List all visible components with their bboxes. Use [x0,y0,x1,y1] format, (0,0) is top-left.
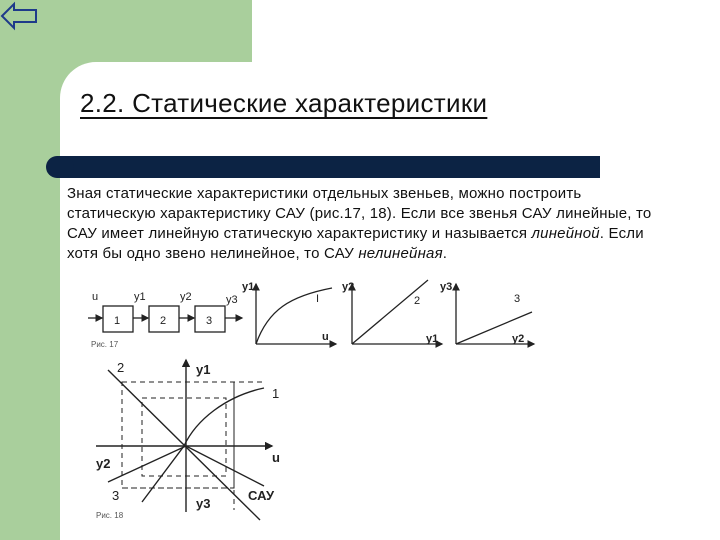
curve-1-sys [142,388,264,502]
fig17-caption: Рис. 17 [91,340,119,349]
emphasis-linear: линейной [531,225,600,242]
block-2-label: 2 [160,315,167,327]
chart2-x-label: y1 [426,333,439,345]
fig17-signal-y1: y1 [134,291,146,303]
chart1-x-label: u [322,331,329,343]
fig18-y2-label: y2 [96,456,111,471]
fig17-signal-y2: y2 [180,291,192,303]
fig17-signal-y3: y3 [226,294,238,306]
fig18-label-3: 3 [112,488,120,503]
chart2-y-label: y2 [342,281,355,293]
page-title: 2.2. Статические характеристики [80,88,488,118]
chart1-curve-label: I [316,293,320,305]
emphasis-nonlinear: нелинейная [358,245,443,262]
paragraph-text-3: . [442,245,448,262]
line-2 [352,280,428,344]
paragraph-text-2: . Если хотя бы одно звено нелинейное, то САУ [67,225,644,262]
paragraph-text-1: Зная статические характеристики отдельных звеньев, можно построить статическую характеристику САУ (рис.17, 18). Если все звенья САУ линейные, то САУ имеет линейную статическую характеристику и называется [67,185,652,242]
fig18-quadrant-diagram [96,360,272,520]
chart3-curve-label: 3 [514,293,521,305]
chart1-y-label: y1 [242,281,255,293]
fig18-u-label: u [272,450,280,465]
fig18-y3-label: y3 [196,496,211,511]
fig18-y1-label: y1 [196,362,211,377]
fig18-label-2: 2 [117,360,125,375]
chart2-curve-label: 2 [414,295,421,307]
chart3-x-label: y2 [512,333,525,345]
curve-1 [256,288,332,344]
fig18-label-1: 1 [272,386,280,401]
chart3-y-label: y3 [440,281,453,293]
block-3-label: 3 [206,315,213,327]
block-1-label: 1 [114,315,121,327]
fig18-caption: Рис. 18 [96,511,124,520]
fig17-input-label: u [92,291,99,303]
fig18-system-label: САУ [248,488,275,503]
